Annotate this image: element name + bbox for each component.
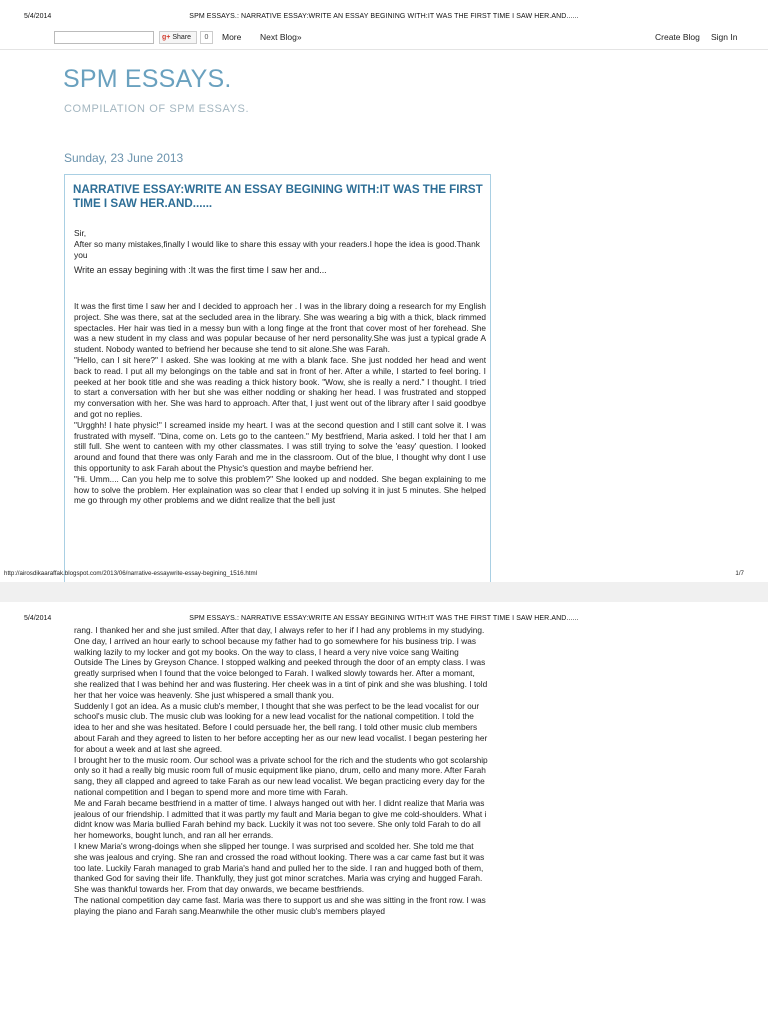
create-blog-link[interactable]: Create Blog <box>655 32 700 42</box>
essay-paragraph: I brought her to the music room. Our school was a private school for the rich and the students who got scolarship only so it had a really big music room full of music equipment like piano, drum, cello and many more. After Farah sang, they all clapped and agreed to take Farah as our new lead vocalist. We began practicing every day for the national competition and I began to spend more and more time with Farah. <box>74 754 488 797</box>
share-label: Share <box>172 34 192 41</box>
post-title[interactable]: NARRATIVE ESSAY:WRITE AN ESSAY BEGINING WITH:IT WAS THE FIRST TIME I SAW HER.AND...... <box>73 183 483 210</box>
print-date-2: 5/4/2014 <box>24 615 52 622</box>
google-plus-icon: g+ <box>162 34 171 41</box>
essay-body-continued <box>74 625 488 1024</box>
print-date: 5/4/2014 <box>24 13 52 20</box>
essay-paragraph: "Hi. Umm.... Can you help me to solve this problem?" She looked up and nodded. She began explaining to me how to solve the problem. Her explaination was so clear that I ended up solving it in just 5 minutes. She helped me go through my other problems and we didnt realize that the bell just <box>74 473 486 506</box>
essay-paragraph: One day, I arrived an hour early to school because my father had to go somewhere for his business trip. I was walking lazily to my locker and got my books. On the way to class, I heard a very nive voice sang Waiting Outside The Lines by Greyson Chance. I stopped walking and peeked through the door of an empty class. I was greatly surprised when I found that the voice belonged to Farah. I walked slowly towards her. After a momant, she realized that I was behind her and was flustering. Her cheek was in a tint of pink and she was blushing. I told her that her voice was heavenly. She just whispered a small thank you. <box>74 635 488 700</box>
print-url: http://airosdikaaraffak.blogspot.com/2013/06/narrative-essaywrite-essay-begining_1516.html <box>4 570 258 577</box>
essay-paragraph: "Hello, can I sit here?" I asked. She was looking at me with a blank face. She just nodded her head and went back to read. I put all my belongings on the table and sat in front of her. After a while, I started to feel boring. I peeked at her book title and she was reading a thick history book. "Wow, she is really a nerd." I thought. I tried to start a conversation with her but she was either nodding or shaking her head. I was frustrated and stopped my conversation with her. She was hard to approach. After that, I just went out of the library after I said goodbye and got no replies. <box>74 354 486 419</box>
blog-title[interactable]: SPM ESSAYS. <box>63 65 232 93</box>
essay-paragraph: It was the first time I saw her and I decided to approach her . I was in the library doing a research for my English project. She was there, sat at the secluded area in the library. She was wearing a big with a thick, black rimmed spectacles. Her hair was tied in a messy bun with a long finge at the front that cover most of her forehead. She was a new student in my class and was popular because of her nerd personality.She was just a typical grade A student. Nobody wanted to befriend her because she tend to sit alone.She was Farah. <box>74 301 486 355</box>
blogger-navbar <box>0 28 768 50</box>
print-page-number: 1/7 <box>735 570 744 577</box>
essay-paragraph: I knew Maria's wrong-doings when she slipped her tounge. I was surprised and scolded her. She told me that she was jealous and crying. She ran and crossed the road without looking. There was a car came fast but it was too late. Luckily Farah managed to grab Maria's hand and pulled her to the side. I ran and hugged both of them, thanked God for saving their life. Thankfully, they just got minor scratches. Maria was crying and hugged Farah. She was thankful towards her. From that day onwards, we became bestfriends. <box>74 840 485 895</box>
more-link[interactable]: More <box>222 32 242 42</box>
post-date: Sunday, 23 June 2013 <box>64 151 184 165</box>
essay-paragraph: Me and Farah became bestfriend in a matter of time. I always hanged out with her. I didnt realize that Maria was jealous of our friendship. I admitted that it was partly my fault and Maria began to give me cold-shoulders. What i didnt know was Maria bullied Farah behind my back. Luckily it was not too severe. She only told Farah to do all her homeworks, bought lunch, and ran all her errands. <box>74 797 487 841</box>
print-title-2: SPM ESSAYS.: NARRATIVE ESSAY:WRITE AN ESSAY BEGINING WITH:IT WAS THE FIRST TIME I SAW HER.AND...... <box>189 615 579 622</box>
essay-paragraph: rang. I thanked her and she just smiled. After that day, I always refer to her if I had any problems in my studying. <box>74 625 485 635</box>
share-button[interactable] <box>159 31 197 44</box>
print-page-2 <box>0 602 768 1024</box>
sign-in-link[interactable]: Sign In <box>711 32 738 42</box>
share-count: 0 <box>200 31 213 44</box>
print-title: SPM ESSAYS.: NARRATIVE ESSAY:WRITE AN ESSAY BEGINING WITH:IT WAS THE FIRST TIME I SAW HER.AND...... <box>189 13 579 20</box>
blog-description: COMPILATION OF SPM ESSAYS. <box>64 103 250 115</box>
post-intro <box>74 228 484 276</box>
next-blog-link[interactable]: Next Blog» <box>260 32 302 42</box>
post-greeting: Sir, <box>74 228 87 238</box>
essay-paragraph: The national competition day came fast. Maria was there to support us and she was sitting in the front row. I was playing the piano and Farah sang.Meanwhile the other music club's members played <box>74 894 486 916</box>
essay-paragraph: "Urgghh! I hate physic!" I screamed inside my heart. I was at the second question and I still cant solve it. I was frustrated with myself. "Dina, come on. Lets go to the canteen." My bestfriend, Maria asked. I told her that I am still full. She went to canteen with my other classmates. I was still trying to solve the 'easy' question. I looked around and found that there was only Farah and me in the classroom. Out of the blue, I thought why dont I use this opportunity to ask Farah about the Physic's question and maybe befriend her. <box>74 419 486 473</box>
navbar-search-input[interactable] <box>54 31 154 44</box>
essay-paragraph: Suddenly I got an idea. As a music club's member, I thought that she was perfect to be the lead vocalist for our school's music club. The music club was looking for a new lead vocalist for the national competition. I told the idea to her and she was hesitated. Before I could persuade her, the bell rang. I told other music club members about Farah and they agreed to listen to her before accepting her as our new lead vocalist. I began pestering her for about a week and at last she agreed. <box>74 700 488 754</box>
essay-prompt: Write an essay begining with :It was the first time I saw her and... <box>74 265 327 276</box>
print-footer <box>4 570 744 577</box>
post-intro-text: After so many mistakes,finally I would like to share this essay with your readers.I hope the idea is good.Thank you <box>74 238 480 260</box>
essay-body <box>74 301 486 563</box>
